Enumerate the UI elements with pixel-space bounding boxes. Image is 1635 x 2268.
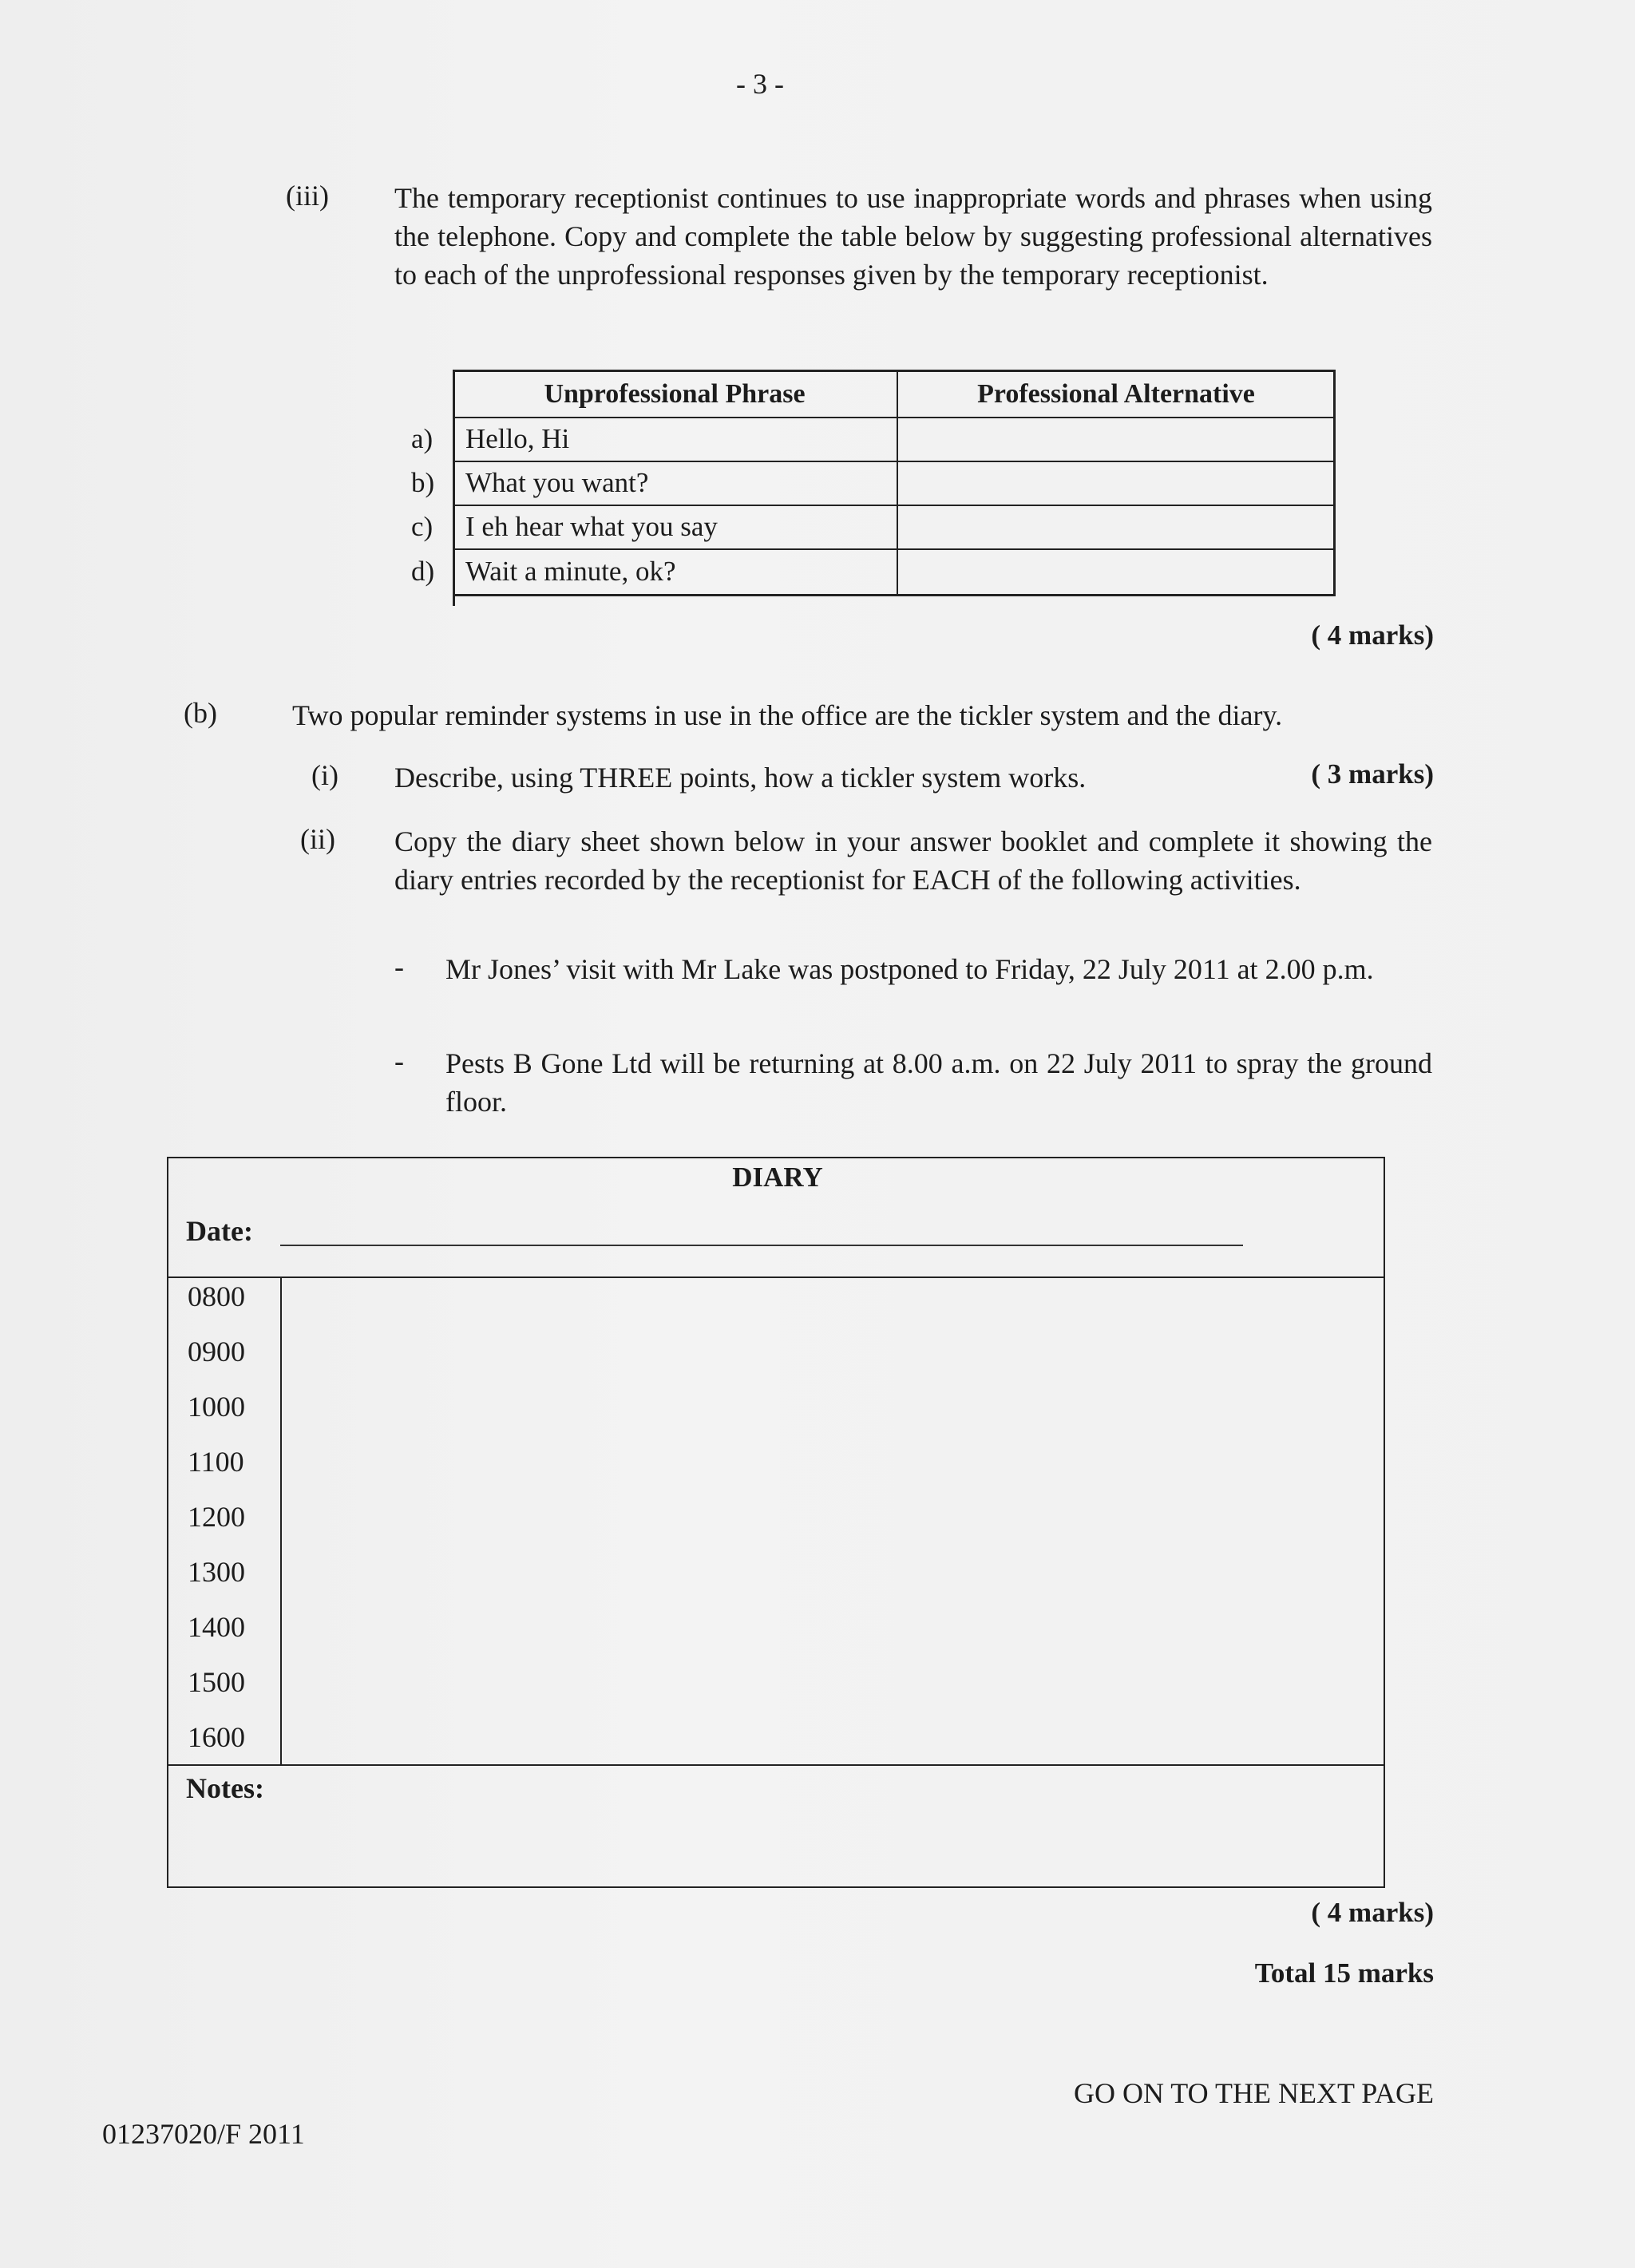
diary-date-label: Date: [186,1215,253,1247]
diary-time-slot: 1500 [188,1666,245,1698]
marks-b-i: ( 3 marks) [1311,758,1434,790]
paper-code: 01237020/F 2011 [102,2118,305,2150]
question-b-ii-text: Copy the diary sheet shown below in your answer booklet and complete it showing the diary entries recorded by the receptionist for EACH of the following activities. [394,825,1432,896]
diary-time-slot: 0800 [188,1280,245,1312]
diary-date-line [280,1245,1243,1246]
diary-sheet [167,1157,1385,1888]
unprofessional-phrase: What you want? [465,467,649,498]
diary-notes-label: Notes: [186,1772,264,1804]
diary-time-slot: 0900 [188,1336,245,1368]
total-marks: Total 15 marks [1254,1957,1434,1989]
diary-divider [168,1276,1384,1278]
diary-time-slot: 1000 [188,1391,245,1423]
question-iii-text: The temporary receptionist continues to use inappropriate words and phrases when using the telephone. Copy and complete the table below by suggesting professional alternatives to each of the unprofessional responses given by the temporary receptionist. [394,182,1432,291]
bullet-item: Mr Jones’ visit with Mr Lake was postponed to Friday, 22 July 2011 at 2.00 p.m. [445,953,1374,985]
bullet-dash: - [394,951,404,983]
unprofessional-phrase: I eh hear what you say [465,511,718,542]
diary-time-column-line [280,1276,282,1765]
table-header-unprofessional: Unprofessional Phrase [544,379,806,409]
question-label-b: (b) [184,697,217,729]
marks-diary: ( 4 marks) [1311,1897,1434,1928]
question-number-b-ii: (ii) [300,823,335,855]
diary-time-slot: 1100 [188,1446,244,1478]
marks-iii: ( 4 marks) [1311,619,1434,651]
row-letter: d) [411,556,435,587]
diary-time-slot: 1200 [188,1501,245,1533]
unprofessional-phrase: Hello, Hi [465,423,570,454]
row-letter: a) [411,423,433,454]
unprofessional-phrase: Wait a minute, ok? [465,556,676,587]
diary-title: DIARY [732,1162,823,1193]
bullet-dash: - [394,1045,404,1077]
table-header-professional: Professional Alternative [977,379,1255,409]
question-b-i-text: Describe, using THREE points, how a tickler system works. [394,762,1087,794]
diary-time-slot: 1300 [188,1556,245,1588]
question-number-b-i: (i) [311,759,338,791]
question-number-iii: (iii) [286,180,329,212]
row-letter: b) [411,467,435,498]
bullet-item: Pests B Gone Ltd will be returning at 8.00 a.m. on 22 July 2011 to spray the ground floor. [445,1047,1432,1118]
row-letter: c) [411,511,433,542]
diary-time-slot: 1400 [188,1611,245,1643]
next-page-notice: GO ON TO THE NEXT PAGE [1073,2077,1434,2109]
question-b-text: Two popular reminder systems in use in the office are the tickler system and the diary. [292,699,1283,731]
page-number: - 3 - [736,68,784,100]
diary-time-slot: 1600 [188,1721,245,1753]
diary-divider [168,1764,1384,1766]
